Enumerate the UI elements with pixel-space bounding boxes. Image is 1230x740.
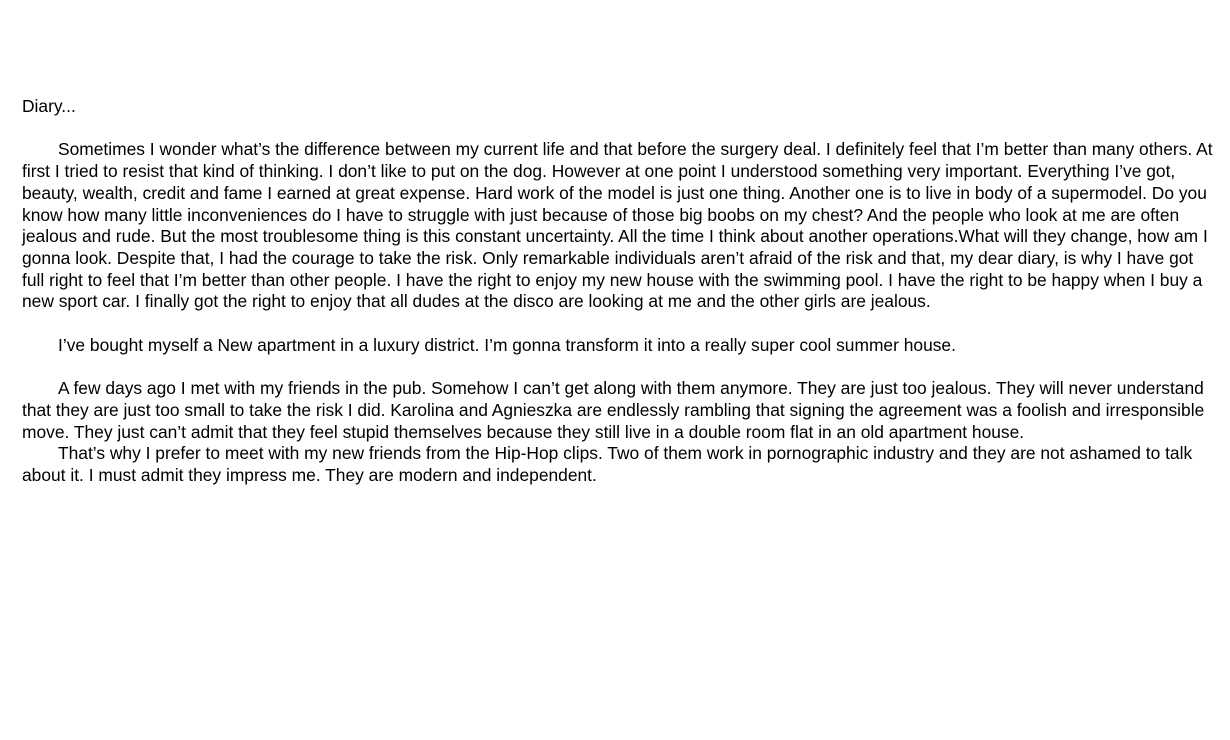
document-title: Diary... (22, 96, 76, 116)
diary-paragraph: A few days ago I met with my friends in the pub. Somehow I can’t get along with them anymore. They are just too jealous. They will never understand that they are just too small to take the risk I did. Karolina and Agnieszka are endlessly rambling that signing the agreement was a foolish and irresponsible move. They just can’t admit that they feel stupid themselves because they still live in a double room flat in an old apartment house. (22, 378, 1205, 442)
diary-paragraph: Sometimes I wonder what’s the difference between my current life and that before the surgery deal. I definitely feel that I’m better than many others. At first I tried to resist that kind of thinking. I don’t like to put on the dog. However at one point I understood something very important. Everything I’ve got, beauty, wealth, credit and fame I earned at great expense. Hard work of the model is just one thing. Another one is to live in body of a supermodel. Do you know how many little inconveniences do I have to struggle with just because of those big boobs on my chest? And the people who look at me are often jealous and rude. But the most troublesome thing is this constant uncertainty. All the time I think about another operations.What will they change, how am I gonna look. Despite that, I had the courage to take the risk. Only remarkable individuals aren’t afraid of the risk and that, my dear diary, is why I have got full right to feel that I’m better than other people. I have the right to enjoy my new house with the swimming pool. I have the right to be happy when I buy a new sport car. I finally got the right to enjoy that all dudes at the disco are looking at me and the other girls are jealous. (22, 139, 1213, 312)
diary-paragraph: I’ve bought myself a New apartment in a luxury district. I’m gonna transform it into a really super cool summer house. (58, 334, 956, 355)
diary-paragraph: That’s why I prefer to meet with my new friends from the Hip-Hop clips. Two of them work in pornographic industry and they are not ashamed to talk about it. I must admit they impress me. They are modern and independent. (22, 443, 1193, 485)
diary-document (22, 96, 1214, 487)
